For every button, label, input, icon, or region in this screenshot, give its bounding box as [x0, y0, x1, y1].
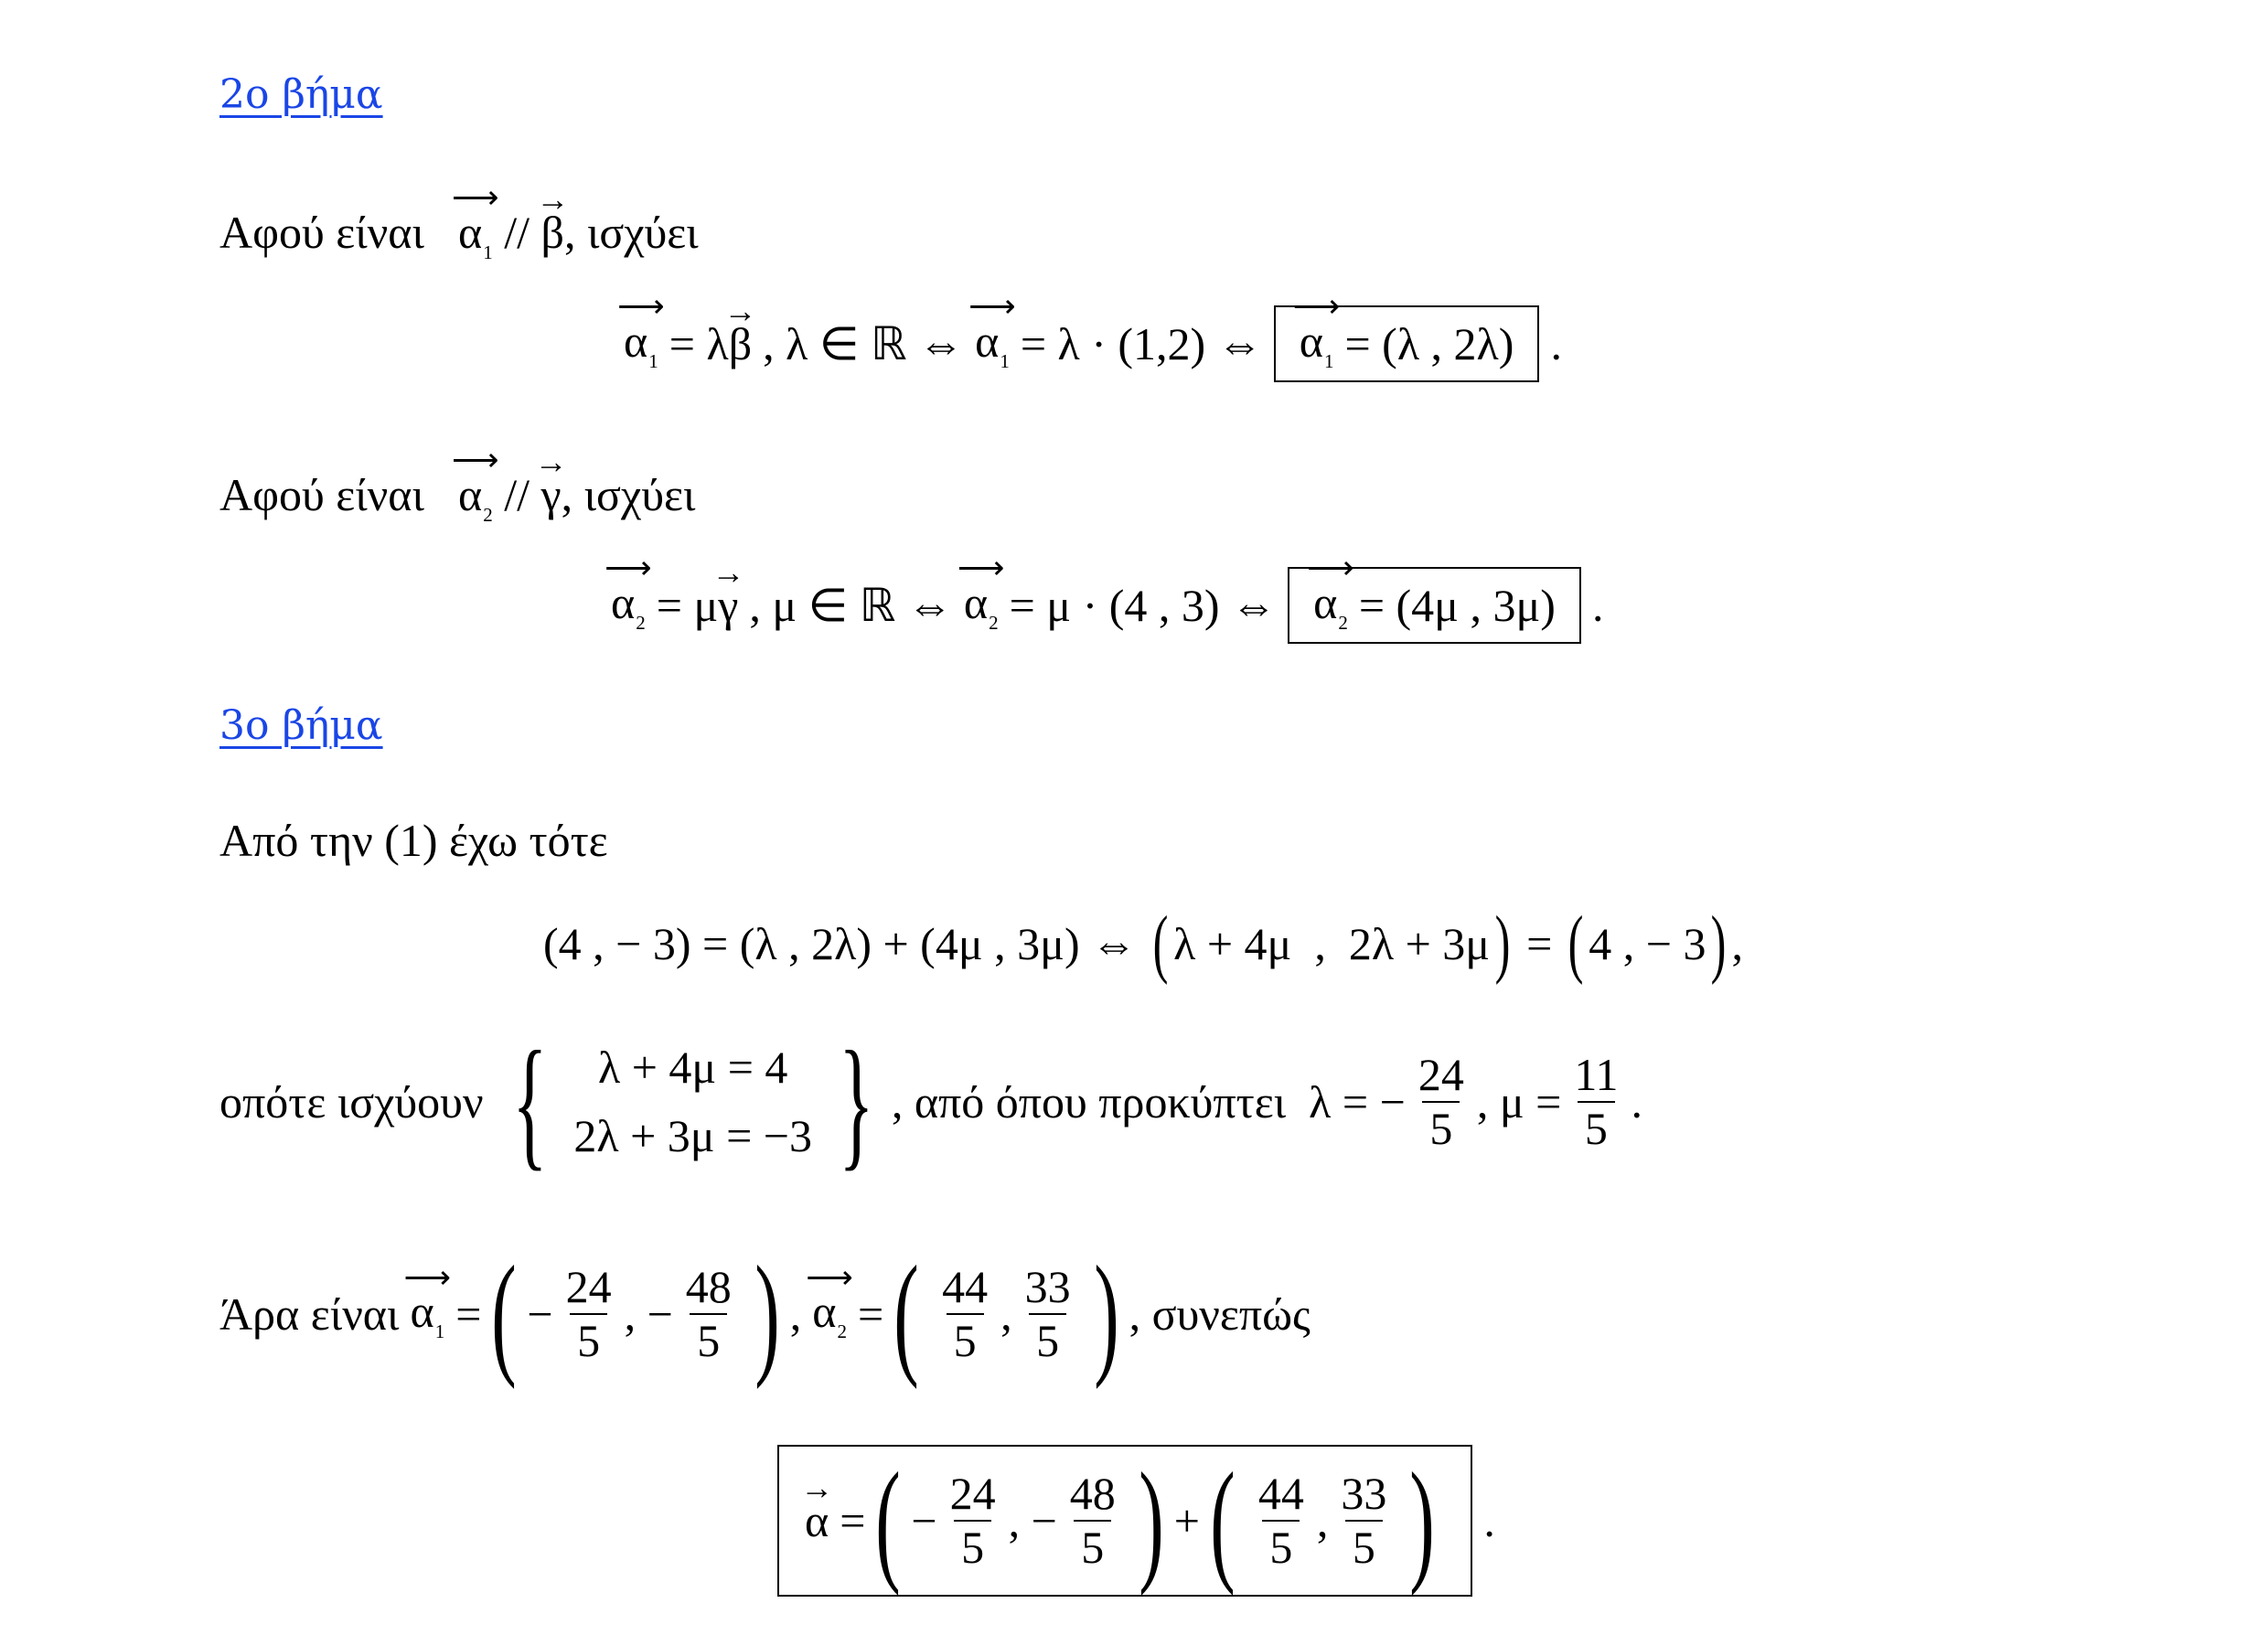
final-fraction-4: $\frac{33}{5}$ — [1341, 1467, 1387, 1573]
paren-open: ( — [893, 1238, 919, 1390]
final-fraction-2: $\frac{48}{5}$ — [1069, 1467, 1116, 1573]
final-period: . — [1483, 1495, 1495, 1546]
eq2-condition: , μ ∈ ℝ ⇔ — [749, 579, 953, 631]
a1-fraction-1: $\frac{24}{5}$ — [565, 1260, 612, 1366]
final-separator: , − — [1008, 1495, 1057, 1546]
mu-text: , μ = — [1476, 1076, 1562, 1128]
vector-alpha1: ⟶ $\alpha_1$ — [410, 1285, 444, 1343]
parallel-symbol: // — [504, 469, 530, 520]
vector-alpha1: ⟶ $\alpha_1$ — [975, 315, 1010, 373]
para1-lead: Αφού είναι — [219, 207, 424, 258]
paren-open: ( — [875, 1445, 902, 1597]
mu-fraction: $\frac{11}{5}$ — [1574, 1048, 1619, 1154]
paren-open: ( — [1210, 1445, 1236, 1597]
a1-separator: , − — [624, 1288, 673, 1340]
parallel-statement-2 — [219, 468, 695, 527]
paren-close: ) — [1711, 901, 1727, 986]
equation-alpha1 — [624, 305, 1562, 382]
paren-open: ( — [1152, 901, 1169, 986]
left-brace: { — [511, 1021, 548, 1183]
vector-alpha: → α — [805, 1494, 829, 1547]
vector-beta: → β — [729, 317, 752, 370]
lambda-fraction: $\frac{24}{5}$ — [1418, 1048, 1464, 1154]
final-fraction-1: $\frac{24}{5}$ — [949, 1467, 996, 1573]
system-end: . — [1631, 1076, 1642, 1128]
boxed-result-alpha2 — [1288, 567, 1581, 644]
eq3-right: 4 , − 3 — [1589, 918, 1706, 969]
a1-equals: = — [455, 1288, 482, 1340]
vector-alpha2: ⟶ $\alpha_2$ — [458, 468, 493, 527]
paren-close: ) — [754, 1238, 780, 1390]
final-minus: − — [911, 1495, 937, 1546]
vector-gamma: → γ — [718, 579, 738, 632]
parallel-symbol: // — [504, 207, 530, 258]
eq2-equals-mu: = μ — [656, 579, 719, 631]
paren-close: ) — [1139, 1445, 1164, 1597]
eq3-equals: = — [1526, 918, 1553, 969]
vectors-tail: , συνεπώς — [1129, 1288, 1311, 1340]
equation-sum — [543, 901, 1743, 986]
eq3-left: (4 , − 3) = (λ , 2λ) + (4μ , 3μ) ⇔ — [543, 918, 1138, 969]
a1-fraction-2: $\frac{48}{5}$ — [685, 1260, 732, 1366]
eq2-middle: = μ · (4 , 3) ⇔ — [1009, 579, 1278, 631]
a2-comma: , — [1000, 1288, 1012, 1340]
vector-alpha2: ⟶ $\alpha_2$ — [611, 576, 646, 635]
parallel-statement-1 — [219, 206, 699, 264]
eq1-equals-lambda: = λ — [669, 317, 729, 369]
step2-heading[interactable]: 2ο βήμα — [219, 71, 383, 118]
vector-alpha2: ⟶ $\alpha_2$ — [812, 1285, 847, 1343]
vector-alpha1: ⟶ $\alpha_1$ — [1300, 315, 1334, 373]
para2-tail: , ισχύει — [561, 469, 696, 520]
equation-alpha2 — [611, 567, 1603, 644]
vector-gamma: → γ — [540, 468, 561, 521]
vector-alpha1: ⟶ $\alpha_1$ — [624, 315, 658, 373]
system-row-2: 2λ + 3μ = −3 — [573, 1110, 813, 1161]
final-equals: = — [840, 1495, 866, 1546]
paren-open: ( — [1567, 901, 1584, 986]
final-equation — [777, 1445, 1495, 1597]
final-plus: + — [1173, 1495, 1200, 1546]
a1-minus: − — [527, 1288, 553, 1340]
eq1-box-value: = (λ , 2λ) — [1344, 317, 1514, 369]
system-statement — [219, 1021, 1642, 1183]
system-result-text: , από όπου προκύπτει λ = − — [891, 1076, 1406, 1128]
a2-fraction-1: $\frac{44}{5}$ — [942, 1260, 989, 1366]
vectors-comma: , — [789, 1288, 802, 1340]
eq1-middle: = λ · (1,2) ⇔ — [1020, 317, 1263, 369]
eq1-condition: , λ ∈ ℝ ⇔ — [763, 317, 965, 369]
final-fraction-3: $\frac{44}{5}$ — [1257, 1467, 1304, 1573]
eq2-period: . — [1591, 579, 1604, 631]
paren-close: ) — [1494, 901, 1511, 986]
right-brace: } — [839, 1021, 874, 1183]
step3-intro: Από την (1) έχω τότε — [219, 815, 608, 866]
eq1-period: . — [1550, 317, 1562, 369]
para1-tail: , ισχύει — [563, 207, 699, 258]
paren-close: ) — [1093, 1238, 1119, 1390]
eq3-end: , — [1731, 918, 1743, 969]
eq3-inner: λ + 4μ , 2λ + 3μ — [1173, 918, 1491, 969]
a2-fraction-2: $\frac{33}{5}$ — [1024, 1260, 1071, 1366]
final-comma: , — [1316, 1495, 1329, 1546]
system-row-1: λ + 4μ = 4 — [597, 1042, 788, 1093]
vector-alpha2: ⟶ $\alpha_2$ — [1313, 576, 1348, 635]
vector-alpha1: ⟶ $\alpha_1$ — [458, 206, 493, 264]
vector-alpha2: ⟶ $\alpha_2$ — [964, 576, 999, 635]
vectors-lead: Άρα είναι — [219, 1288, 400, 1340]
eq2-box-value: = (4μ , 3μ) — [1358, 579, 1556, 631]
step3-heading[interactable]: 3ο βήμα — [219, 702, 383, 749]
para2-lead: Αφού είναι — [219, 469, 424, 520]
paren-open: ( — [491, 1238, 518, 1390]
a2-equals: = — [857, 1288, 884, 1340]
boxed-result-alpha1 — [1274, 305, 1540, 382]
system-lead: οπότε ισχύουν — [219, 1076, 484, 1128]
vectors-statement — [219, 1238, 1311, 1390]
vector-beta: → β — [540, 206, 563, 259]
system-equations — [573, 1033, 812, 1170]
paren-close: ) — [1409, 1445, 1436, 1597]
final-boxed-result — [777, 1445, 1472, 1597]
